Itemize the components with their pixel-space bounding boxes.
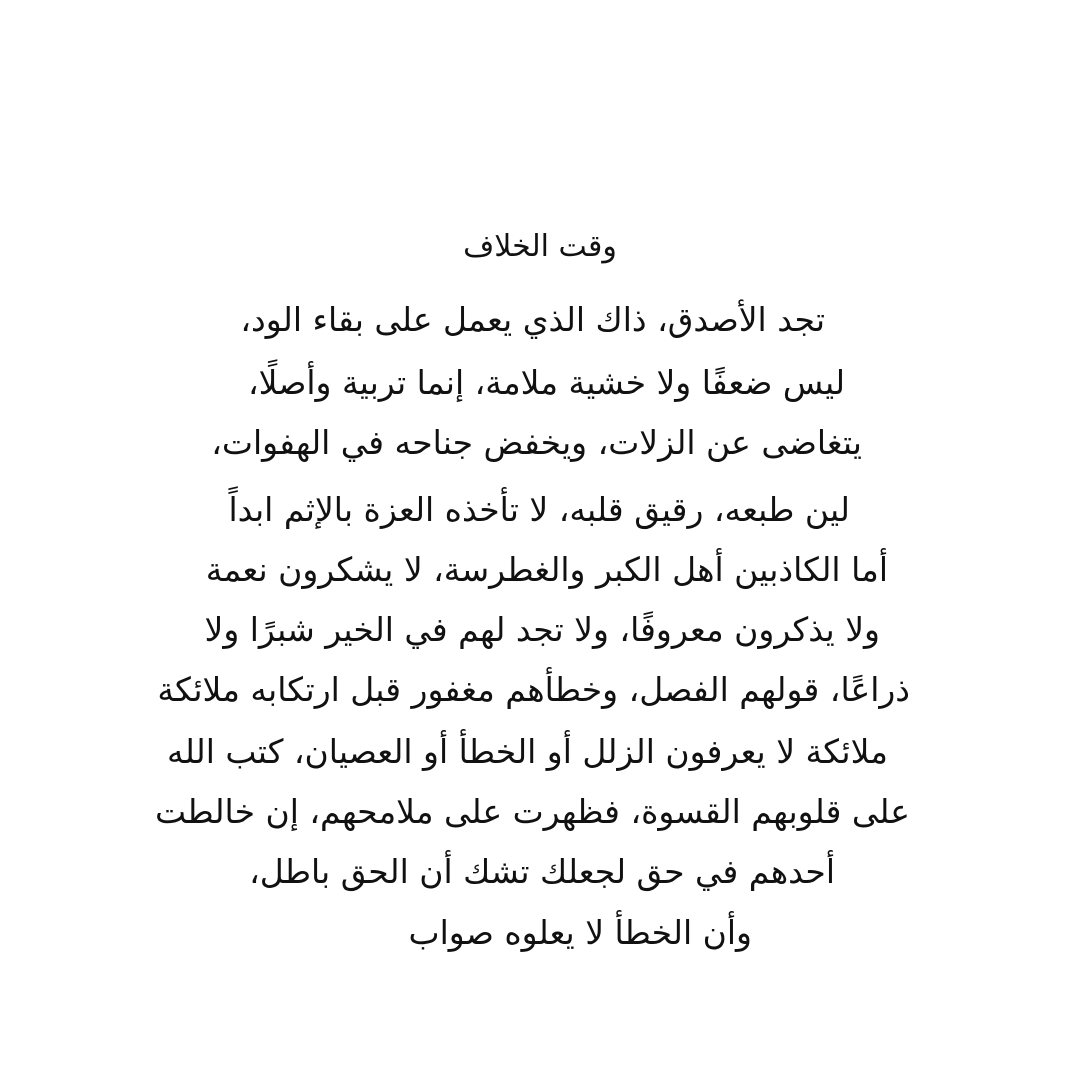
post-title: وقت الخلاف [463, 229, 617, 264]
text-line-4: لين طبعه، رقيق قلبه، لا تأخذه العزة بالإثم ابداً [228, 490, 850, 529]
text-line-3: يتغاضى عن الزلات، ويخفض جناحه في الهفوات، [211, 423, 862, 462]
text-line-6: ولا يذكرون معروفًا، ولا تجد لهم في الخير شبرًا ولا [204, 610, 880, 649]
text-line-5: أما الكاذبين أهل الكبر والغطرسة، لا يشكرون نعمة [205, 550, 888, 589]
text-line-1: تجد الأصدق، ذاك الذي يعمل على بقاء الود، [240, 300, 825, 339]
text-line-8: ملائكة لا يعرفون الزلل أو الخطأ أو العصيان، كتب الله [167, 732, 888, 771]
text-line-10: أحدهم في حق لجعلك تشك أن الحق باطل، [249, 852, 835, 891]
text-line-9: على قلوبهم القسوة، فظهرت على ملامحهم، إن خالطت [154, 792, 910, 831]
text-line-7: ذراعًا، قولهم الفصل، وخطأهم مغفور قبل ارتكابه ملائكة [157, 670, 910, 709]
text-line-11: وأن الخطأ لا يعلوه صواب [408, 913, 752, 952]
text-line-2: ليس ضعفًا ولا خشية ملامة، إنما تربية وأصلًا، [247, 363, 845, 402]
